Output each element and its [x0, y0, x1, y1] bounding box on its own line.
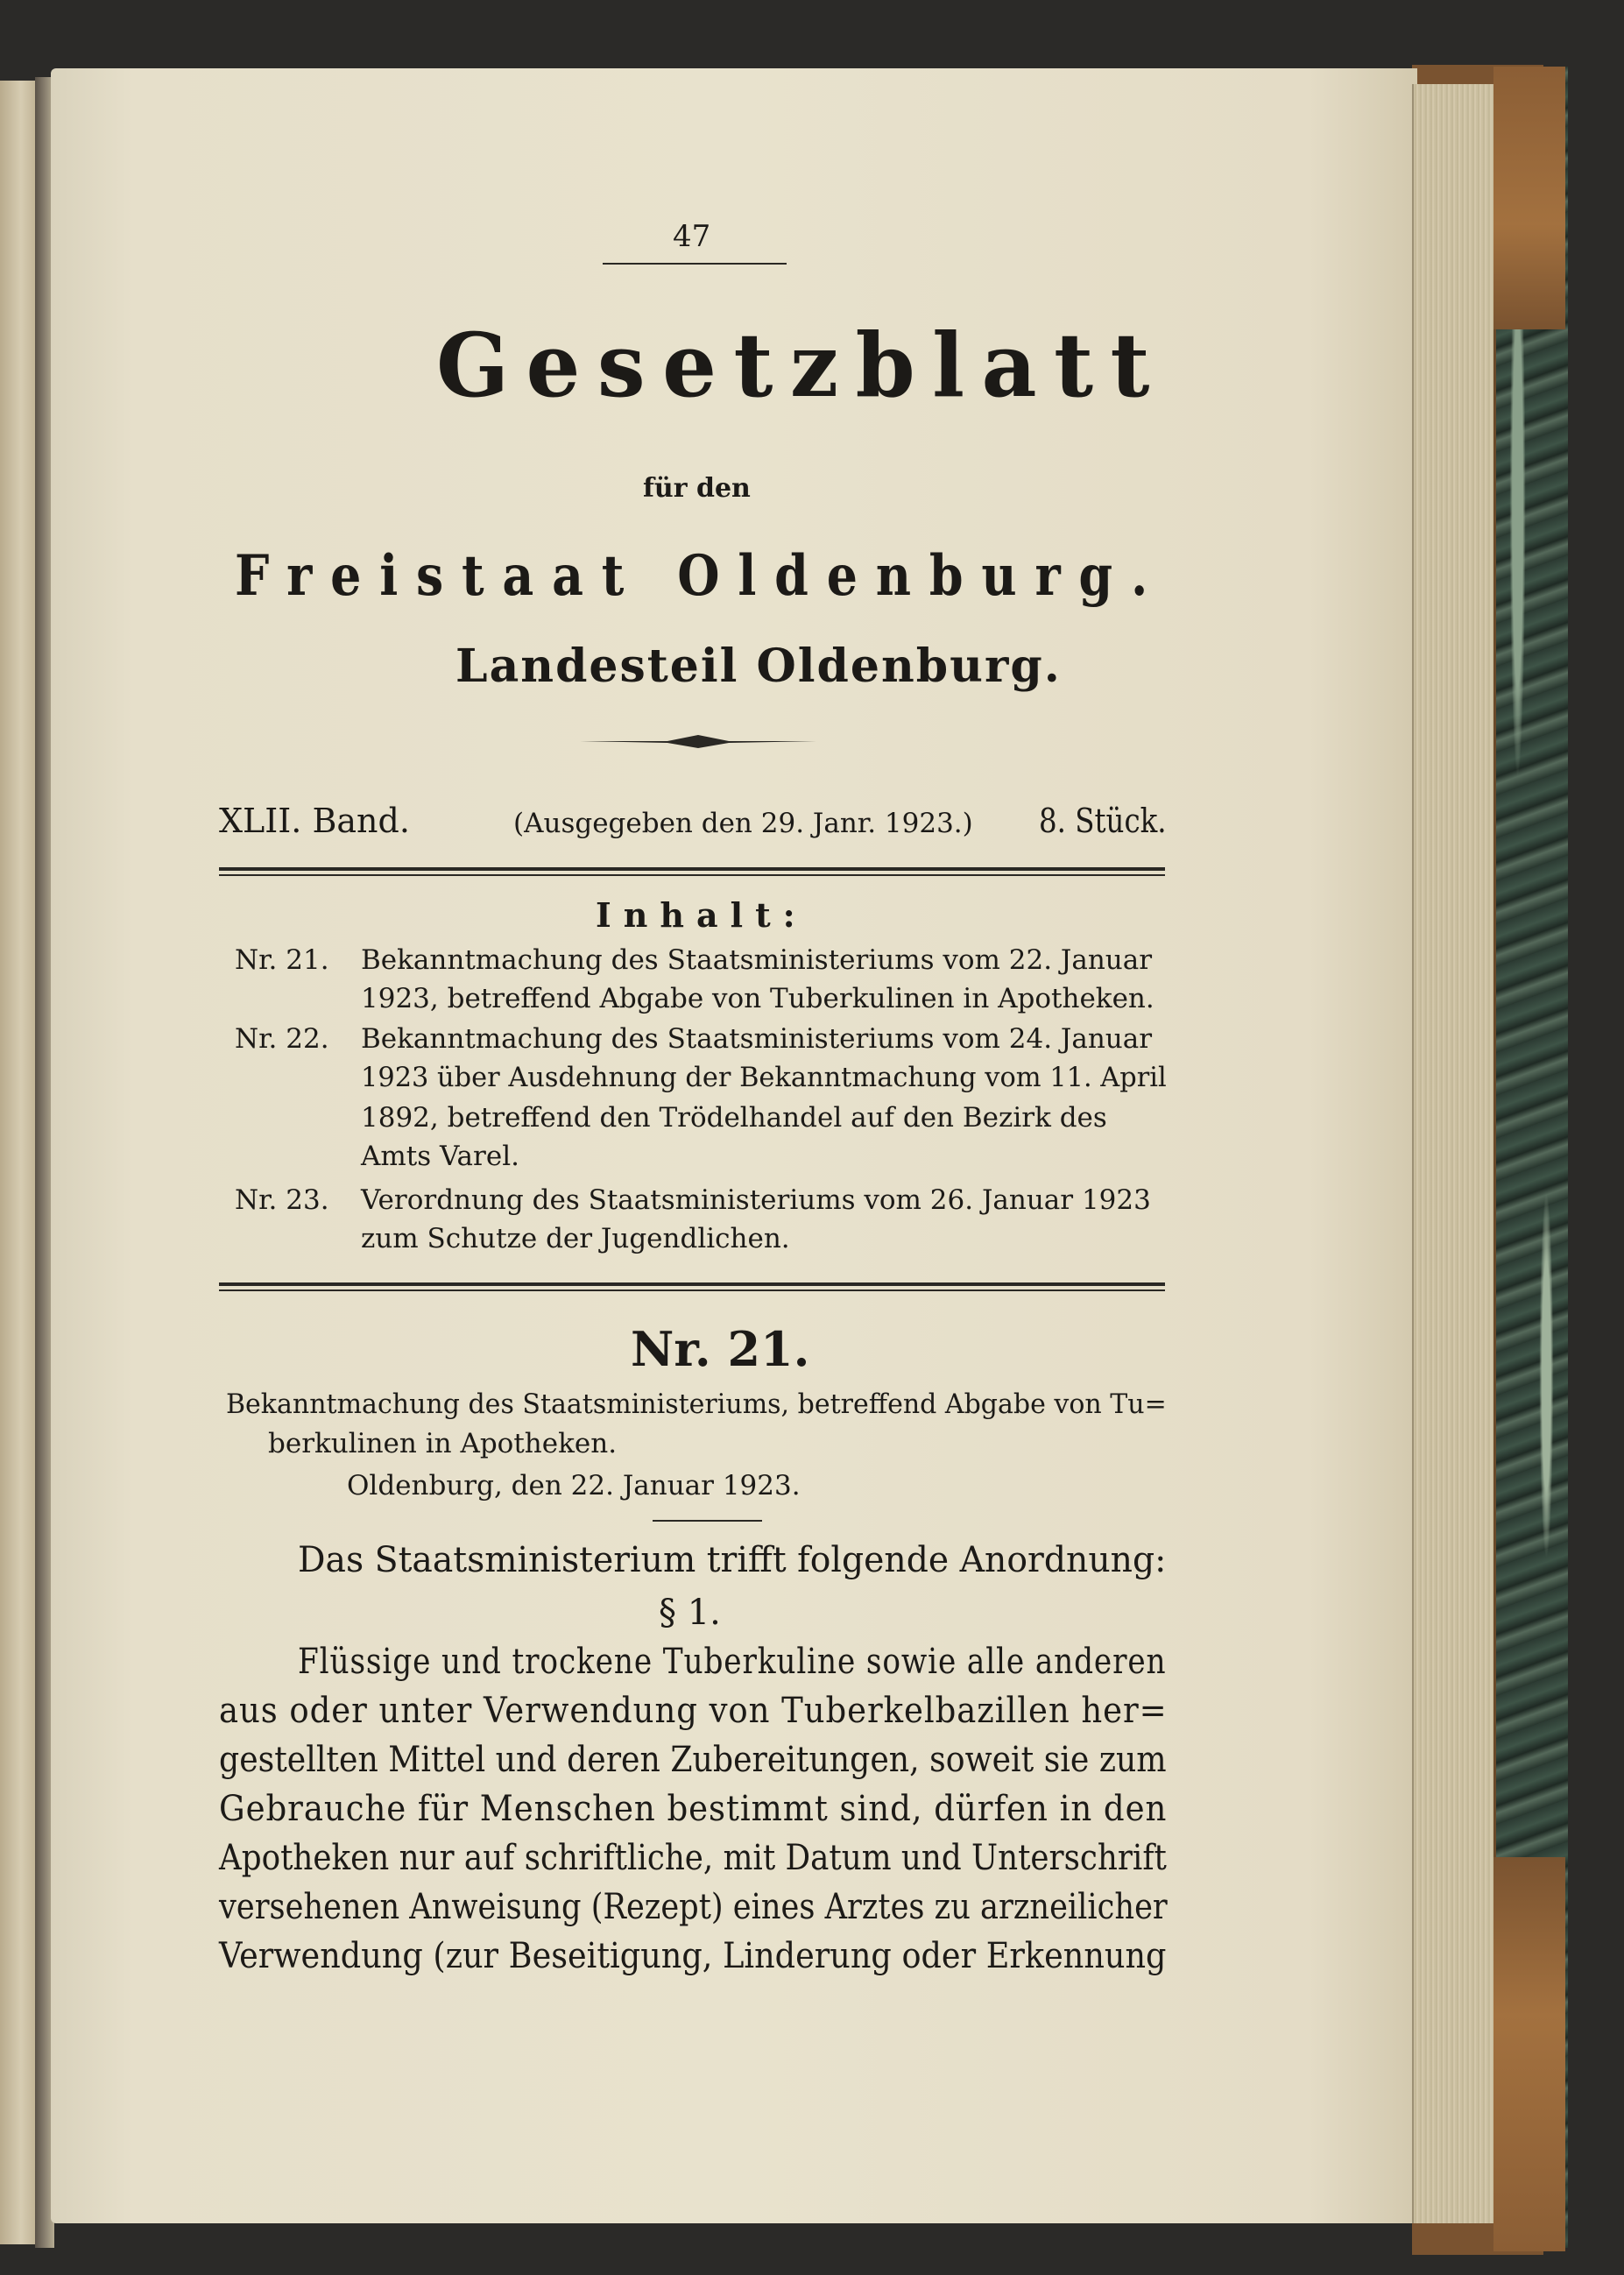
- left-page-edge: [0, 81, 35, 2244]
- masthead-title: Gesetzblatt: [436, 314, 1167, 417]
- body-line: versehenen Anweisung (Rezept) eines Arztes zu arzneilicher: [219, 1887, 1168, 1927]
- body-line: Apotheken nur auf schriftliche, mit Datum und Unterschrift: [219, 1838, 1167, 1878]
- contents-heading: Inhalt:: [596, 895, 808, 935]
- contents-line: zum Schutze der Jugendlichen.: [361, 1223, 790, 1254]
- issue-date: (Ausgegeben den 29. Janr. 1923.): [513, 808, 973, 839]
- page-number: 47: [673, 219, 711, 254]
- page-block-edges: [1412, 84, 1500, 2223]
- contents-line-text: Bekanntmachung des Staatsministeriums vom 22. Januar: [361, 944, 1153, 976]
- page-number-rule: [603, 263, 787, 265]
- contents-line: Verordnung des Staatsministeriums vom 26. Januar 1923: [361, 1184, 1151, 1216]
- contents-line: [361, 944, 1165, 976]
- contents-number: Nr. 22.: [235, 1023, 329, 1055]
- issue-piece: 8. Stück.: [1039, 802, 1167, 840]
- masthead-subtitle: für den: [643, 473, 751, 504]
- section-dateline: Oldenburg, den 22. Januar 1923.: [347, 1470, 801, 1501]
- double-rule-mid-a: [219, 1282, 1165, 1286]
- section-title-line: berkulinen in Apotheken.: [268, 1428, 618, 1459]
- contents-line: 1892, betreffend den Trödelhandel auf den Bezirk des: [361, 1102, 1107, 1134]
- issue-volume: XLII. Band.: [219, 802, 410, 840]
- body-line: Verwendung (zur Beseitigung, Linderung oder Erkennung: [219, 1936, 1167, 1976]
- leather-corner-bottom: [1493, 1857, 1565, 2251]
- ornamental-rule: [580, 731, 816, 752]
- section-short-rule: [653, 1520, 762, 1522]
- contents-number: Nr. 23.: [235, 1184, 329, 1216]
- contents-line: Bekanntmachung des Staatsministeriums vom 24. Januar: [361, 1023, 1153, 1055]
- body-line: Flüssige und trockene Tuberkuline sowie alle anderen: [298, 1642, 1167, 1682]
- section-title-line: Bekanntmachung des Staatsministeriums, betreffend Abgabe von Tu=: [226, 1388, 1167, 1420]
- contents-line: 1923 über Ausdehnung der Bekanntmachung vom 11. April: [361, 1062, 1167, 1093]
- body-line: Gebrauche für Menschen bestimmt sind, dürfen in den: [219, 1789, 1168, 1829]
- paragraph-mark: § 1.: [659, 1593, 721, 1633]
- double-rule-top-b: [219, 874, 1165, 876]
- masthead-state: Freistaat Oldenburg.: [235, 543, 1167, 609]
- double-rule-top-a: [219, 867, 1165, 871]
- section-intro: Das Staatsministerium trifft folgende Anordnung:: [298, 1540, 1167, 1580]
- body-line: aus oder unter Verwendung von Tuberkelbazillen her=: [219, 1691, 1168, 1731]
- masthead-region: Landesteil Oldenburg.: [455, 639, 1062, 693]
- leather-corner-top: [1493, 67, 1565, 329]
- double-rule-mid-b: [219, 1289, 1165, 1291]
- contents-line: 1923, betreffend Abgabe von Tuberkulinen in Apotheken.: [361, 983, 1154, 1014]
- contents-number: Nr. 21.: [235, 944, 329, 976]
- contents-line: Amts Varel.: [361, 1141, 519, 1172]
- body-line: gestellten Mittel und deren Zubereitungen, soweit sie zum: [219, 1740, 1167, 1780]
- section-heading: Nr. 21.: [631, 1321, 810, 1377]
